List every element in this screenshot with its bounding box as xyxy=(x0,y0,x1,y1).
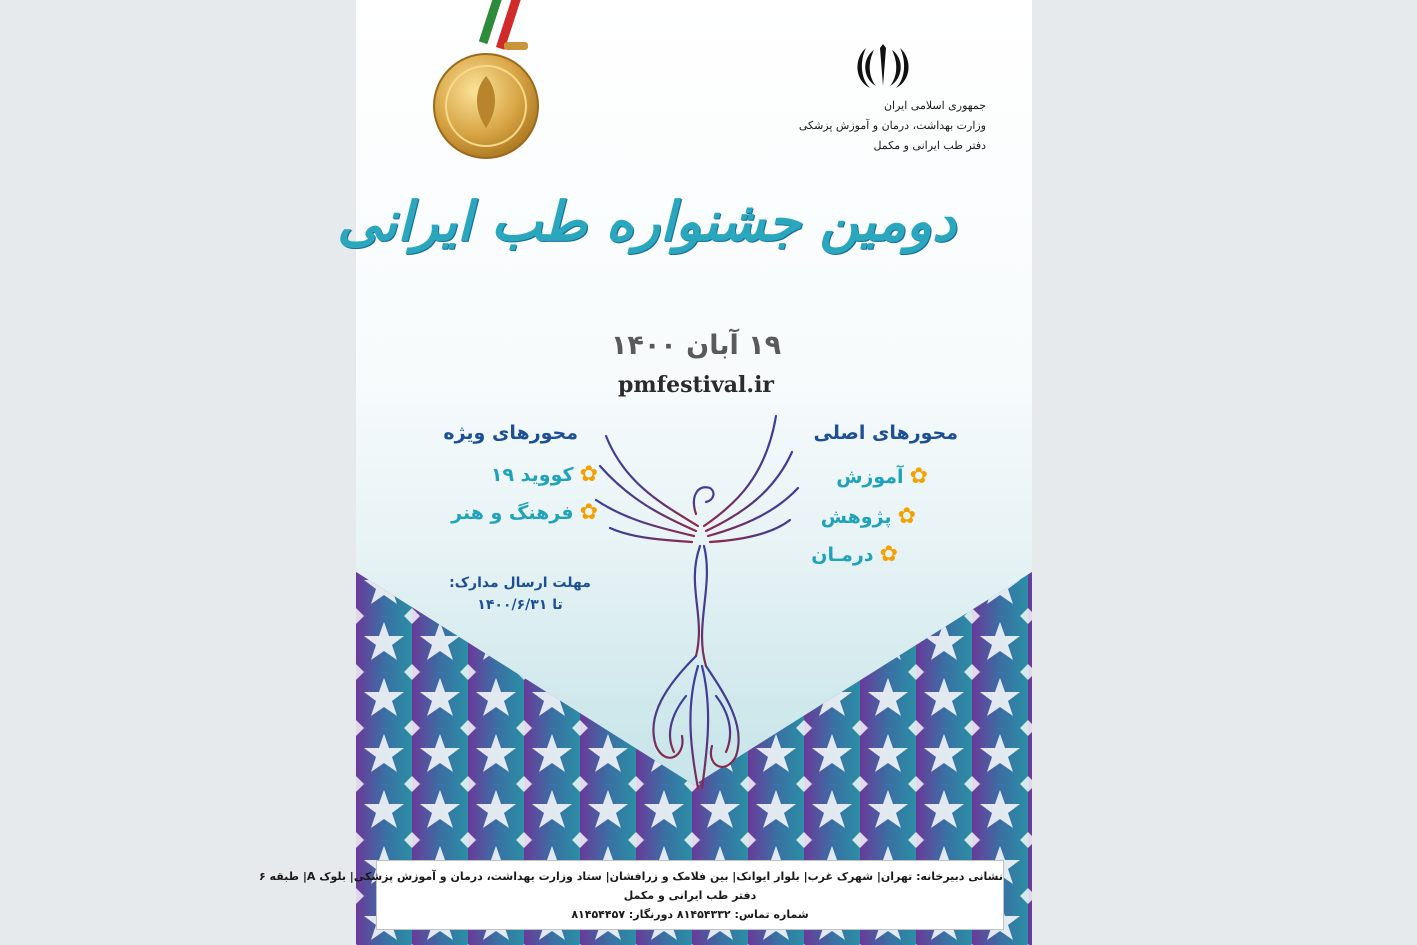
website-link[interactable]: pmfestival.ir xyxy=(617,372,775,398)
festival-poster xyxy=(259,0,1032,945)
special-axis-item xyxy=(491,464,598,486)
main-axis-item xyxy=(811,544,898,566)
phoenix-icon xyxy=(586,396,810,796)
footer-office: دفتر طب ایرانی و مکمل xyxy=(623,889,757,902)
special-axis-item xyxy=(451,502,598,524)
special-axes-heading: محورهای ویژه xyxy=(443,422,578,444)
main-axis-label: درمـان xyxy=(811,544,874,566)
organization-block xyxy=(786,96,986,156)
medal-icon xyxy=(424,0,564,160)
deadline-block xyxy=(440,572,600,616)
festival-title: دومین جشنواره طب ایرانی xyxy=(337,189,956,253)
org-line-country: جمهوری اسلامی ایران xyxy=(883,99,986,112)
deadline-label: مهلت ارسال مدارک: xyxy=(449,575,591,591)
special-axis-label: فرهنگ و هنر xyxy=(451,502,574,524)
iran-emblem-icon xyxy=(852,40,914,90)
main-axis-label: آموزش xyxy=(836,466,904,488)
main-axis-item xyxy=(821,506,916,528)
footer-contact: شماره تماس: ۸۱۴۵۴۳۳۲ دورنگار: ۸۱۴۵۴۴۵۷ xyxy=(571,908,809,921)
footer-contact-box xyxy=(259,860,1004,930)
main-axis-item xyxy=(836,466,928,488)
flower-bullet-icon: ✿ xyxy=(897,504,916,529)
special-axis-label: کووید ۱۹ xyxy=(490,464,574,486)
flower-bullet-icon: ✿ xyxy=(909,464,928,489)
festival-date: ۱۹ آبان ۱۴۰۰ xyxy=(610,330,782,361)
org-line-office: دفتر طب ایرانی و مکمل xyxy=(873,139,986,152)
flower-bullet-icon: ✿ xyxy=(579,500,598,525)
main-axes-heading: محورهای اصلی xyxy=(813,422,958,444)
deadline-value: تا ۱۴۰۰/۶/۳۱ xyxy=(477,597,563,613)
flower-bullet-icon: ✿ xyxy=(579,462,598,487)
flower-bullet-icon: ✿ xyxy=(879,542,898,567)
org-line-ministry: وزارت بهداشت، درمان و آموزش پزشکی xyxy=(798,119,986,132)
footer-address: نشانی دبیرخانه: تهران| شهرک غرب| بلوار ایوانک| بین فلامک و زرافشان| ستاد وزارت بهداشت، درمان و آموزش پزشکی| بلوک A| طبقه ۶ xyxy=(259,870,1003,883)
main-axis-label: پژوهش xyxy=(820,506,892,528)
